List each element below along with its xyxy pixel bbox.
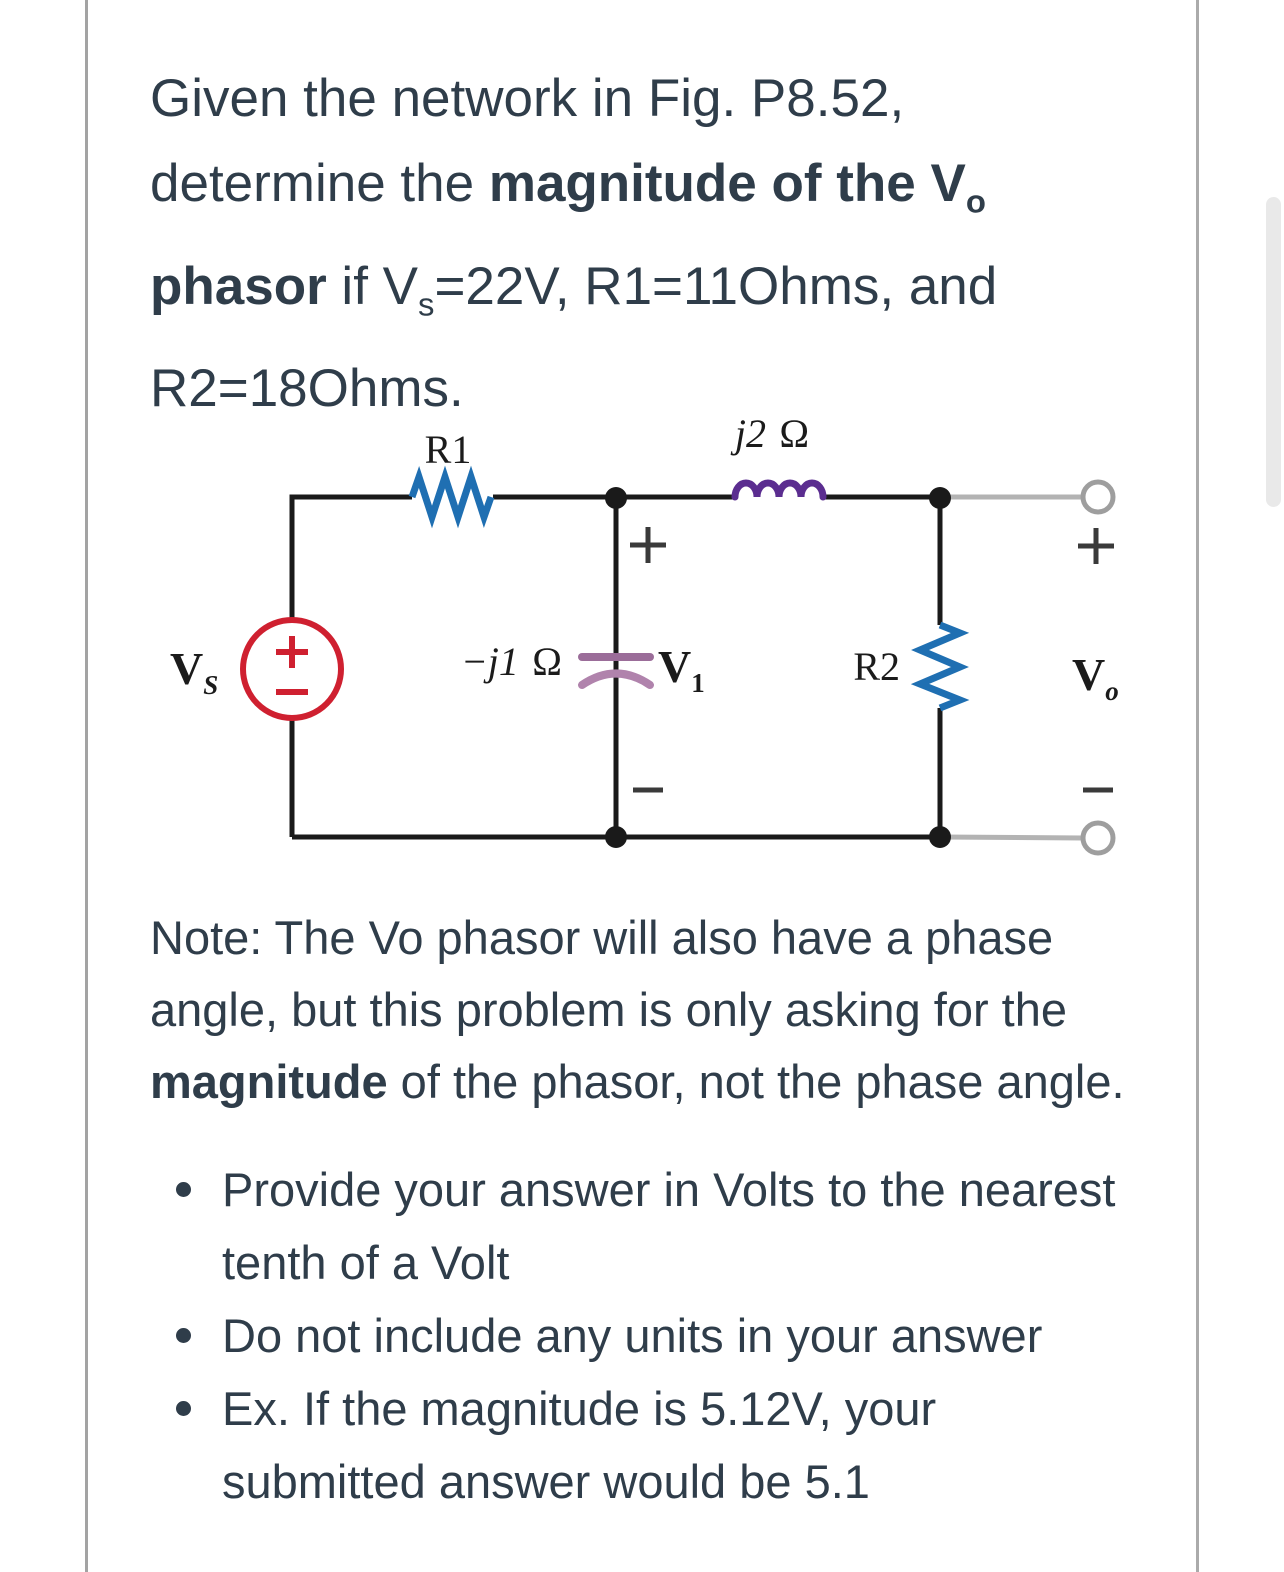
inductor-unit: Ω: [779, 411, 810, 456]
voltage-source: [243, 620, 341, 718]
list-item: Ex. If the magnitude is 5.12V, your submitted answer would be 5.1: [150, 1372, 1150, 1518]
list-item: Provide your answer in Volts to the nearest tenth of a Volt: [150, 1153, 1150, 1299]
junction-dot: [929, 487, 951, 509]
circuit-figure: [0, 400, 1284, 880]
question-seg2-sub: s: [418, 285, 435, 323]
vs-label: [170, 643, 219, 701]
terminal-bottom: [1083, 823, 1113, 853]
vo-main: V: [1072, 649, 1106, 700]
resistor-r1: [412, 477, 491, 517]
instructions-list: [150, 1153, 1150, 1518]
question-bold2: phasor: [150, 256, 327, 316]
note-bold: magnitude: [150, 1055, 388, 1108]
terminal-top: [1083, 482, 1113, 512]
question-bold1-sub: o: [965, 182, 986, 220]
v1-sub: 1: [691, 668, 705, 699]
question-text: [150, 56, 1150, 431]
capacitor-unit: Ω: [532, 639, 562, 684]
vo-label: [1072, 649, 1119, 707]
r2-label: R2: [853, 644, 900, 689]
circuit-svg: [0, 400, 1284, 880]
wire-output-bottom: [942, 837, 1083, 838]
capacitor-label: [380, 639, 562, 684]
vs-sub: S: [203, 670, 219, 701]
v1-main: V: [658, 641, 692, 692]
junction-dot: [605, 826, 627, 848]
question-seg3: =22V, R1=11Ohms, and R2=18Ohms.: [150, 256, 998, 419]
r1-label: R1: [424, 427, 472, 472]
note-seg2: of the phasor, not the phase angle.: [387, 1055, 1125, 1108]
junction-dot: [605, 487, 627, 509]
v1-label: [658, 641, 705, 699]
inductor-label: [712, 411, 832, 456]
question-bold1: magnitude of the V: [488, 154, 966, 213]
voltage-source-circle: [243, 620, 341, 718]
inductor: [735, 483, 823, 497]
inductor-value: j2: [734, 411, 767, 456]
resistor-r2: [920, 625, 960, 708]
note-text: [150, 902, 1150, 1118]
question-seg1: Given the network in Fig. P8.52, determine the: [150, 69, 905, 213]
question-seg2: if V: [326, 256, 419, 316]
vs-main: V: [170, 643, 204, 694]
capacitor-value: −j1: [460, 639, 519, 684]
note-seg1: Note: The Vo phasor will also have a phase angle, but this problem is only asking for the: [150, 911, 1068, 1036]
junction-dot: [929, 826, 951, 848]
list-item: Do not include any units in your answer: [150, 1299, 1150, 1372]
wire-top-left: [292, 497, 412, 618]
vo-sub: o: [1105, 676, 1119, 707]
